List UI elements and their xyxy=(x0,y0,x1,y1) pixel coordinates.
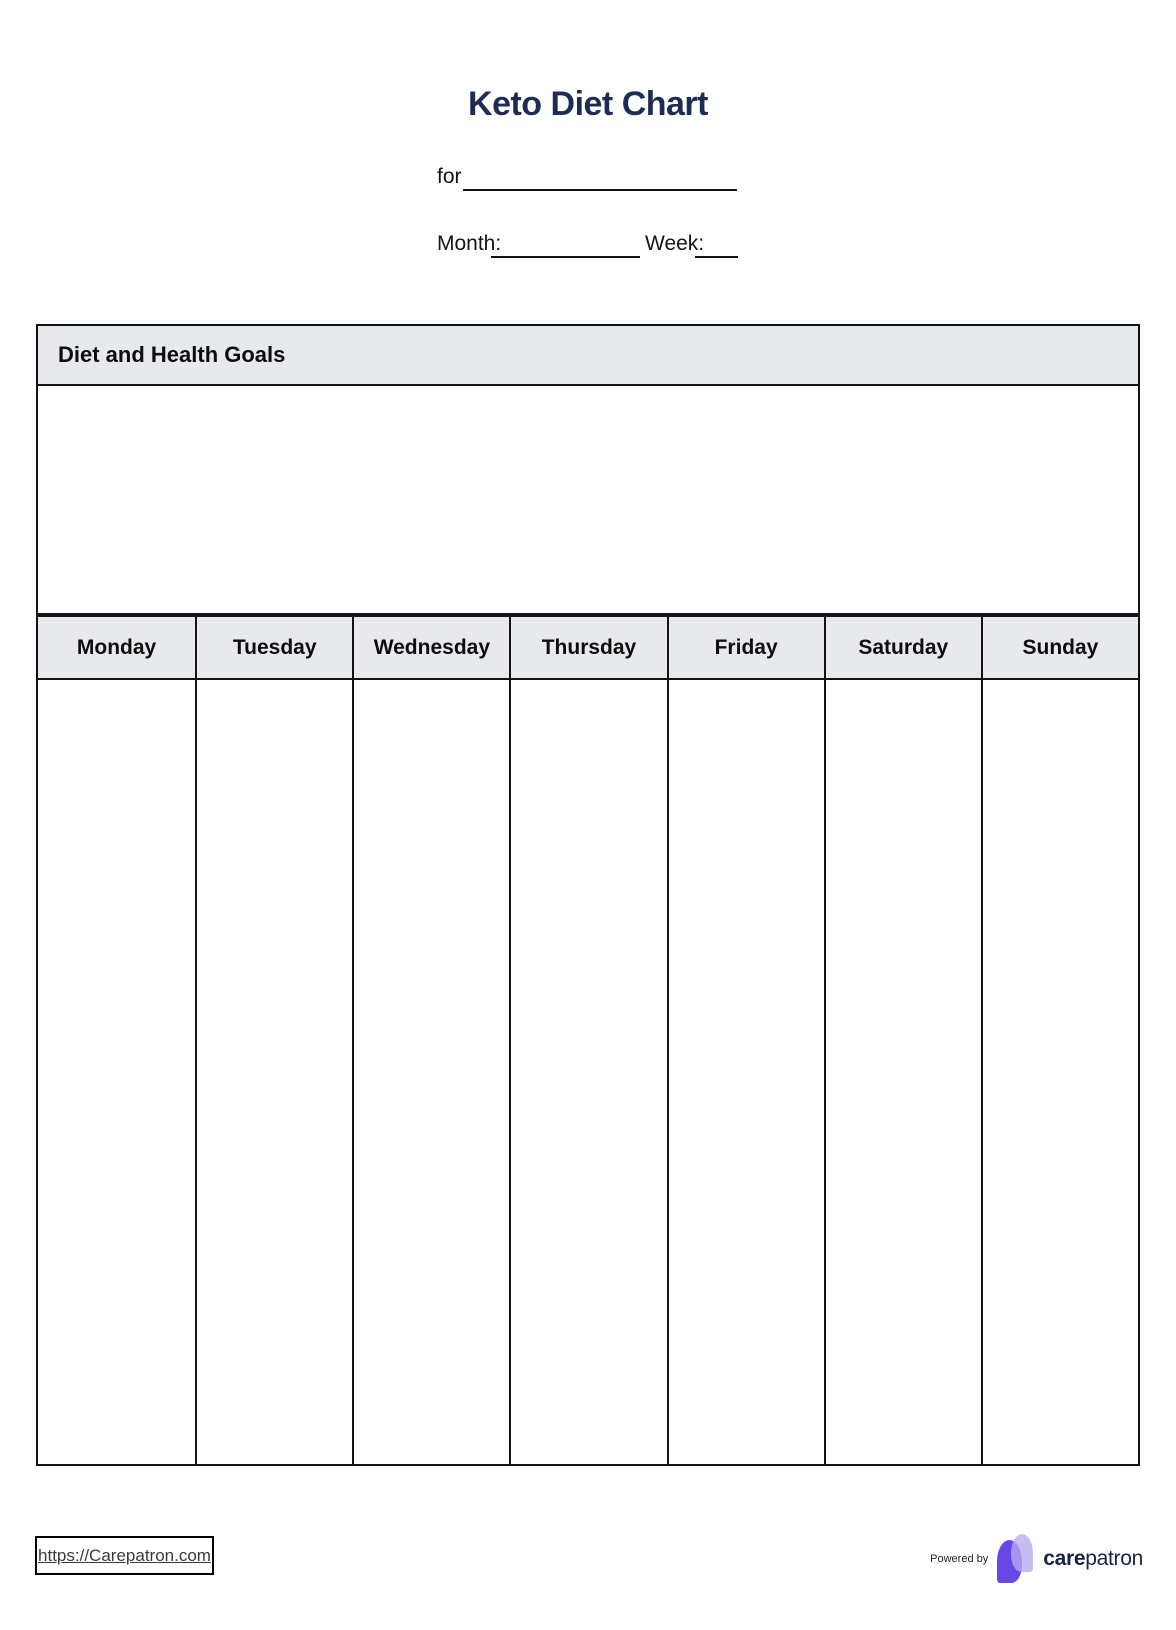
powered-by-block xyxy=(930,1533,1143,1585)
day-header-friday: Friday xyxy=(667,617,824,680)
day-header-saturday: Saturday xyxy=(824,617,981,680)
day-cell-tuesday xyxy=(195,680,352,1464)
carepatron-logo-icon xyxy=(997,1534,1034,1584)
wordmark-patron: patron xyxy=(1085,1547,1143,1570)
carepatron-wordmark xyxy=(1043,1547,1143,1571)
day-header-thursday: Thursday xyxy=(509,617,666,680)
carepatron-link[interactable]: https://Carepatron.com xyxy=(38,1545,211,1565)
carepatron-link-box xyxy=(35,1536,214,1575)
page-title: Keto Diet Chart xyxy=(468,85,708,123)
month-fill-line xyxy=(491,256,640,258)
month-label: Month: xyxy=(437,232,502,255)
for-fill-line xyxy=(463,189,737,191)
day-cell-monday xyxy=(38,680,195,1464)
day-header-tuesday: Tuesday xyxy=(195,617,352,680)
week-label: Week: xyxy=(645,232,705,255)
day-cell-friday xyxy=(667,680,824,1464)
day-cell-wednesday xyxy=(352,680,509,1464)
goals-section-header: Diet and Health Goals xyxy=(38,326,1138,386)
day-header-monday: Monday xyxy=(38,617,195,680)
week-table xyxy=(36,615,1140,1466)
goals-content-area xyxy=(38,386,1138,613)
goals-section xyxy=(36,324,1140,615)
day-cell-thursday xyxy=(509,680,666,1464)
day-header-sunday: Sunday xyxy=(981,617,1138,680)
logo-lavender-shape xyxy=(1011,1534,1033,1572)
day-header-wednesday: Wednesday xyxy=(352,617,509,680)
for-label: for xyxy=(437,165,462,188)
day-cell-sunday xyxy=(981,680,1138,1464)
week-fill-line xyxy=(695,256,738,258)
wordmark-care: care xyxy=(1043,1547,1086,1570)
powered-by-label: Powered by xyxy=(930,1553,989,1565)
day-cell-saturday xyxy=(824,680,981,1464)
